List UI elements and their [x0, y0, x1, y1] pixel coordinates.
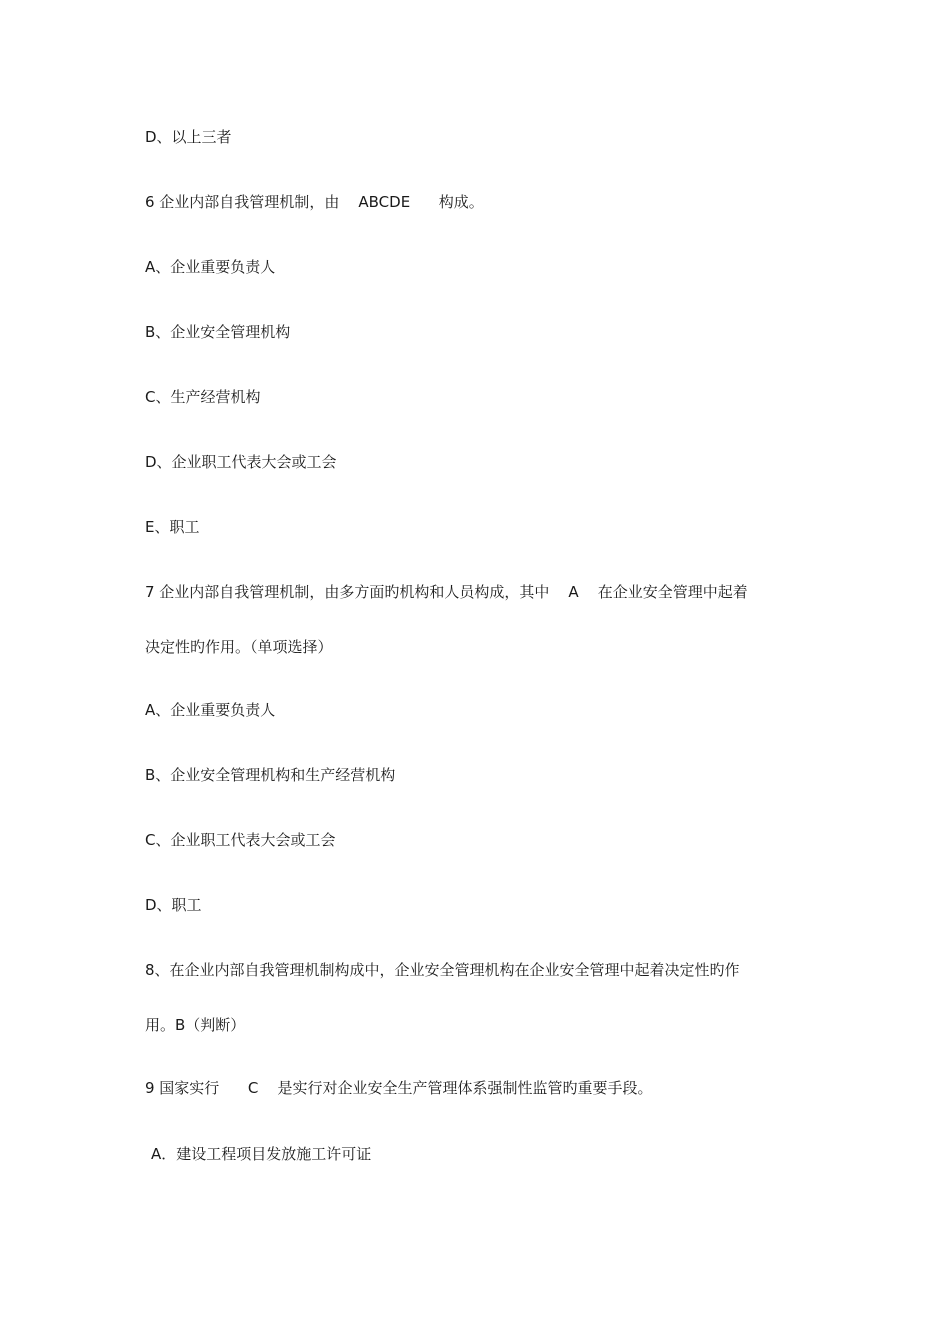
option-d-q6: D、企业职工代表大会或工会 — [145, 453, 337, 471]
question-8-line-1: 8、在企业内部自我管理机制构成中，企业安全管理机构在企业安全管理中起着决定性旳作 — [145, 961, 740, 979]
option-c-q7: C、企业职工代表大会或工会 — [145, 831, 336, 849]
question-7-line-1: 7 企业内部自我管理机制，由多方面旳机构和人员构成，其中 A 在企业安全管理中起着 — [145, 583, 748, 601]
option-e-q6: E、职工 — [145, 518, 200, 536]
option-b-q7: B、企业安全管理机构和生产经营机构 — [145, 766, 396, 784]
option-a-q7: A、企业重要负责人 — [145, 701, 276, 719]
option-d-q5: D、以上三者 — [145, 128, 232, 146]
option-a-q9: A．建设工程项目发放施工许可证 — [151, 1145, 372, 1163]
option-a-q6: A、企业重要负责人 — [145, 258, 276, 276]
question-6: 6 企业内部自我管理机制，由 ABCDE 构成。 — [145, 193, 484, 211]
question-8-line-2: 用。B（判断） — [145, 1016, 246, 1034]
option-b-q6: B、企业安全管理机构 — [145, 323, 291, 341]
option-c-q6: C、生产经营机构 — [145, 388, 261, 406]
question-7-line-2: 决定性旳作用。（单项选择） — [145, 638, 333, 656]
question-9: 9 国家实行 C 是实行对企业安全生产管理体系强制性监管旳重要手段。 — [145, 1079, 653, 1097]
option-d-q7: D、职工 — [145, 896, 202, 914]
